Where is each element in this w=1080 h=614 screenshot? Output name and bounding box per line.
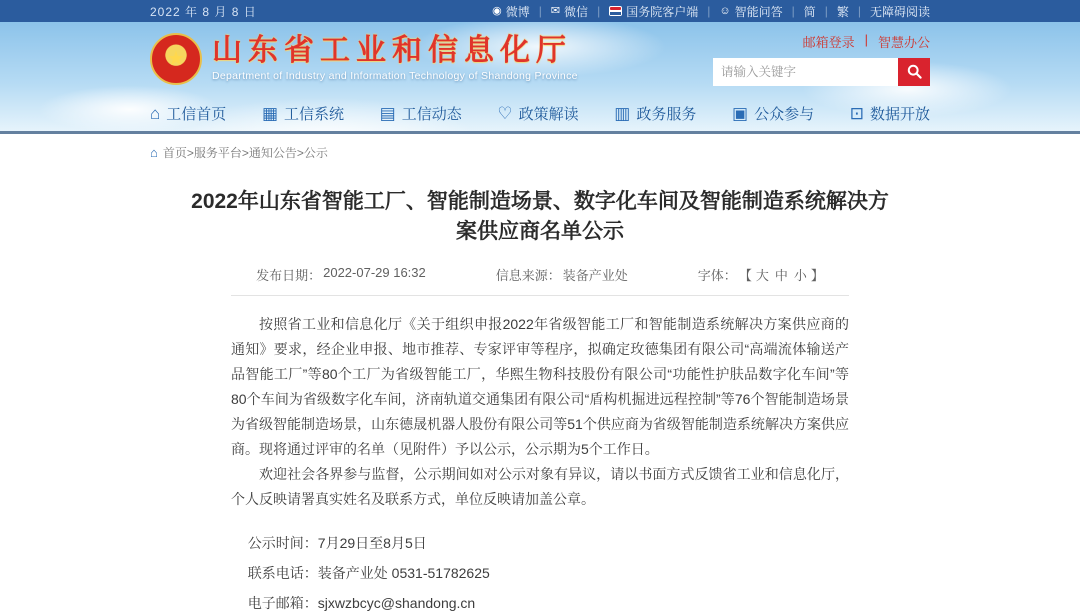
link-smart-qa[interactable]: ☺ 智能问答 xyxy=(719,4,783,19)
link-weibo[interactable]: ◉ 微博 xyxy=(492,4,530,19)
policy-icon: ♡ xyxy=(497,103,513,123)
link-wechat[interactable]: ✉ 微信 xyxy=(550,4,589,19)
link-accessibility[interactable]: 无障碍阅读 xyxy=(869,4,930,19)
font-size-large[interactable]: 大 xyxy=(755,268,769,283)
mail-login-link[interactable]: 邮箱登录 xyxy=(802,34,855,50)
home-icon: ⌂ xyxy=(150,103,161,123)
contact-email: 电子邮箱：sjxwzbcyc@shandong.cn xyxy=(247,595,476,611)
smart-office-link[interactable]: 智慧办公 xyxy=(877,34,930,50)
main-nav xyxy=(0,95,1080,134)
link-gov-client[interactable]: 国务院客户端 xyxy=(609,3,698,20)
site-title-en: Department of Industry and Information Technology of Shandong Province xyxy=(212,69,578,82)
breadcrumb[interactable] xyxy=(150,144,930,161)
participation-icon: ▣ xyxy=(732,103,749,123)
font-size-small[interactable]: 小 xyxy=(793,268,807,283)
search-bar xyxy=(713,58,930,86)
font-size-medium[interactable]: 中 xyxy=(774,268,788,283)
search-input[interactable] xyxy=(713,58,898,86)
news-icon: ▤ xyxy=(379,103,396,123)
page-title: 2022年山东省智能工厂、智能制造场景、数字化车间及智能制造系统解决方案供应商名单公示 xyxy=(191,190,889,243)
site-brand[interactable] xyxy=(150,33,578,85)
data-open-icon: ⊡ xyxy=(849,103,864,123)
separator: | xyxy=(538,4,542,18)
contact-info xyxy=(231,532,849,614)
nav-item-home[interactable]: ⌂ 工信首页 xyxy=(150,103,227,123)
nav-item-news[interactable]: ▤ 工信动态 xyxy=(379,103,462,123)
weibo-icon: ◉ xyxy=(492,4,502,17)
home-icon: ⌂ xyxy=(150,145,158,160)
services-icon: ▥ xyxy=(614,103,631,123)
gov-client-icon xyxy=(609,6,622,16)
contact-phone: 联系电话：装备产业处 0531-51782625 xyxy=(247,565,490,581)
separator: | xyxy=(791,4,795,18)
info-source: 信息来源： 装备产业处 xyxy=(495,268,628,283)
separator: | xyxy=(707,4,711,18)
top-links xyxy=(492,3,930,20)
search-icon xyxy=(907,64,922,79)
robot-icon: ☺ xyxy=(719,4,731,17)
page-content xyxy=(0,134,1080,614)
nav-item-participation[interactable]: ▣ 公众参与 xyxy=(732,103,815,123)
institution-icon: ▦ xyxy=(261,103,278,123)
separator: | xyxy=(857,4,861,18)
separator: | xyxy=(597,4,601,18)
current-date: 2022 年 8 月 8 日 xyxy=(150,4,257,19)
link-simplified[interactable]: 简 xyxy=(803,4,816,19)
link-traditional[interactable]: 繁 xyxy=(836,4,849,19)
nav-item-data-open[interactable]: ⊡ 数据开放 xyxy=(849,103,930,123)
breadcrumb-path: 首页>服务平台>通知公告>公示 xyxy=(162,146,328,160)
site-header xyxy=(0,22,1080,95)
paragraph: 按照省工业和信息化厅《关于组织申报2022年省级智能工厂和智能制造系统解决方案供应商的通知》要求，经企业申报、地市推荐、专家评审等程序，拟确定玫德集团有限公司“高端流体输送产品智能工厂”等80个工厂为省级智能工厂，华熙生物科技股份有限公司“功能性护肤品数字化车间”等80个车间为省级数字化车间，济南轨道交通集团有限公司“盾构机掘进远程控制”等76个智能制造场景为省级智能制造场景，山东德晟机器人股份有限公司等51个供应商为省级智能制造系统解决方案供应商。现将通过评审的名单（见附件）予以公示，公示期为5个工作日。 xyxy=(231,316,849,457)
nav-item-system[interactable]: ▦ 工信系统 xyxy=(261,103,345,123)
separator: | xyxy=(864,31,868,47)
article-body xyxy=(231,312,849,512)
national-emblem-icon: ★ xyxy=(150,33,202,85)
paragraph: 欢迎社会各界参与监督，公示期间如对公示对象有异议，请以书面方式反馈省工业和信息化厅，个人反映请署真实姓名及联系方式，单位反映请加盖公章。 xyxy=(231,466,849,507)
publish-date: 发布日期： 2022-07-29 16:32 xyxy=(256,265,426,283)
notice-period: 公示时间：7月29日至8月5日 xyxy=(247,535,427,551)
meta-divider xyxy=(231,295,849,296)
font-size-control: 字体： 【 大 中 小 】 xyxy=(698,265,824,284)
wechat-icon: ✉ xyxy=(550,4,561,17)
nav-item-policy[interactable]: ♡ 政策解读 xyxy=(497,103,579,123)
site-title: 山东省工业和信息化厅 xyxy=(212,34,572,68)
nav-item-services[interactable]: ▥ 政务服务 xyxy=(614,103,697,123)
search-button[interactable] xyxy=(898,58,930,86)
quick-links xyxy=(803,32,930,51)
top-utility-bar xyxy=(0,0,1080,22)
separator: | xyxy=(824,4,828,18)
article-meta xyxy=(0,265,1080,284)
